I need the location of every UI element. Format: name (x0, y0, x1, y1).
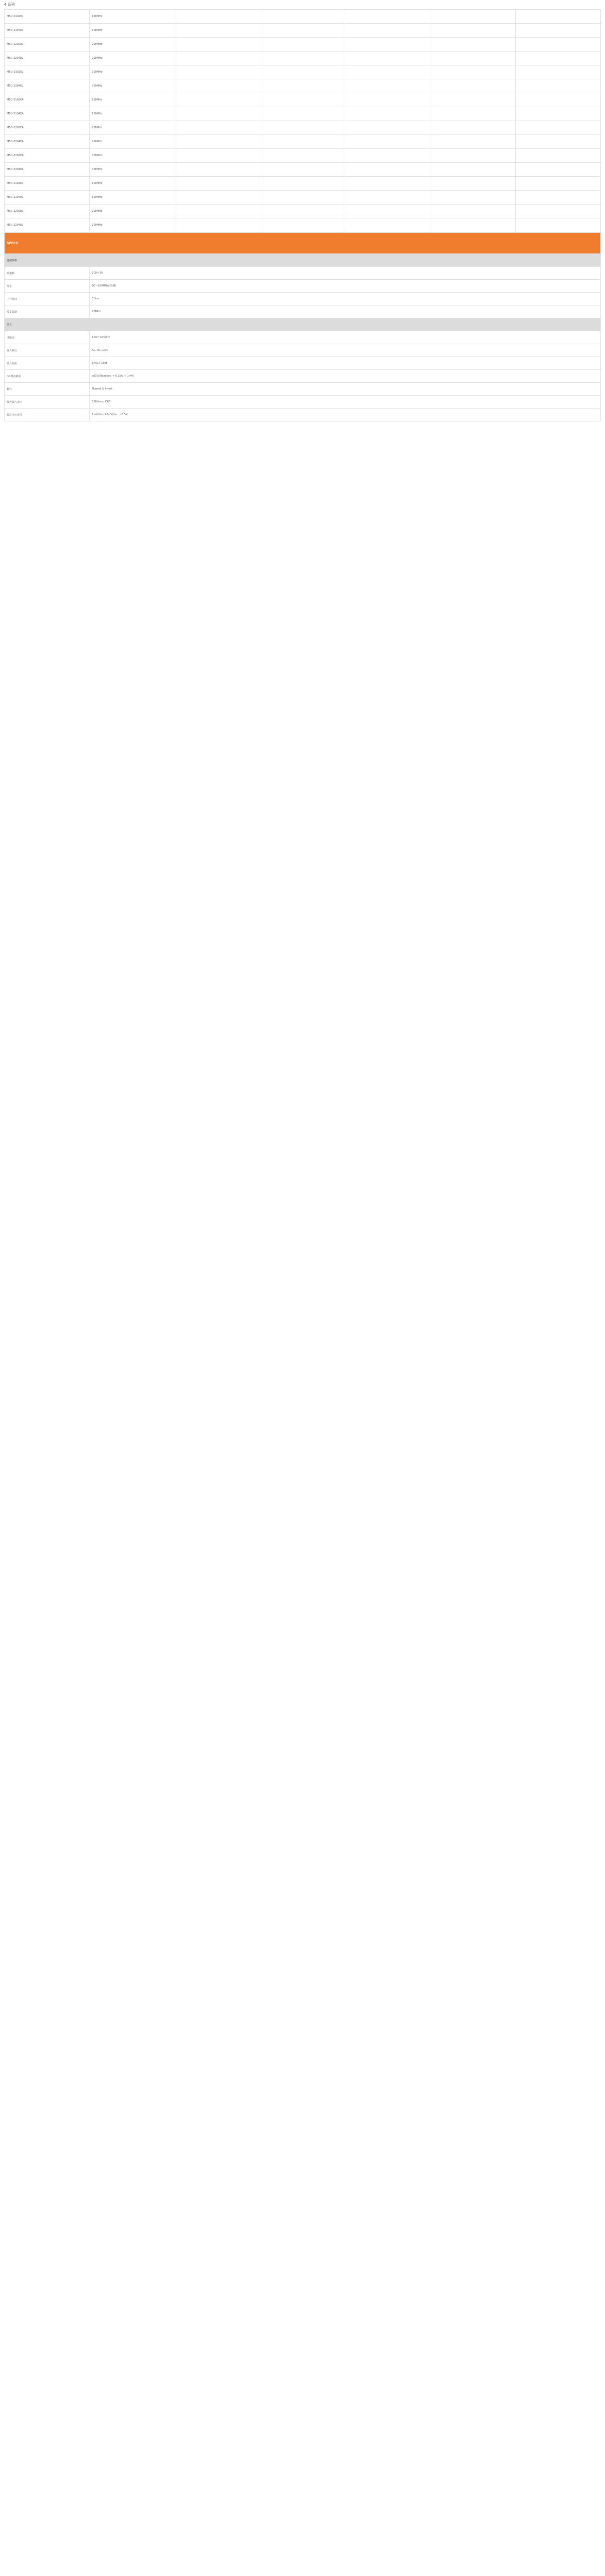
model-cell (175, 65, 260, 79)
model-row (5, 218, 601, 232)
model-cell (175, 177, 260, 191)
model-name: MSO-2202EA (5, 121, 90, 135)
spec-value: DC~100MHz(-3dB) (90, 280, 601, 293)
model-name: MSO-2304EA (5, 163, 90, 177)
model-bandwidth: 200MHz (90, 121, 175, 135)
model-row (5, 149, 601, 163)
model-bandwidth: 200MHz (90, 218, 175, 232)
spec-value: 1mV~10V/div (90, 331, 601, 344)
model-cell (175, 38, 260, 52)
model-row (5, 205, 601, 218)
model-cell (345, 121, 430, 135)
model-bandwidth: 200MHz (90, 38, 175, 52)
spec-row (5, 396, 601, 409)
model-cell (175, 79, 260, 93)
spec-label: 灵敏度 (5, 331, 90, 344)
spec-value: ±(3%|Readout| + 0.1div + 1mV) (90, 370, 601, 383)
model-cell (515, 218, 600, 232)
model-cell (260, 79, 345, 93)
model-cell (260, 93, 345, 107)
model-bandwidth: 100MHz (90, 10, 175, 24)
spec-value: 1MΩ // 16pF (90, 357, 601, 370)
spec-value: 3.5ns (90, 293, 601, 306)
model-name: MSO-2304EL (5, 79, 90, 93)
model-cell (515, 24, 600, 38)
model-cell (260, 218, 345, 232)
model-name: MSO-2204EL (5, 218, 90, 232)
model-cell (430, 163, 515, 177)
model-row (5, 163, 601, 177)
spec-label: 偏移电压范围 (5, 409, 90, 421)
spec-label: 上升时间 (5, 293, 90, 306)
model-cell (430, 149, 515, 163)
model-name: MSO-2302EA (5, 149, 90, 163)
model-bandwidth: 300MHz (90, 79, 175, 93)
model-cell (175, 52, 260, 65)
spec-label: DC增益精度 (5, 370, 90, 383)
model-cell (515, 177, 600, 191)
model-bandwidth: 200MHz (90, 52, 175, 65)
spec-row (5, 383, 601, 396)
model-bandwidth: 100MHz (90, 177, 175, 191)
model-row (5, 177, 601, 191)
model-bandwidth: 300MHz (90, 163, 175, 177)
model-cell (345, 163, 430, 177)
model-row (5, 65, 601, 79)
model-cell (515, 205, 600, 218)
spec-value: 300Vrms, CAT I (90, 396, 601, 409)
model-cell (515, 135, 600, 149)
spec-row (5, 293, 601, 306)
model-cell (515, 52, 600, 65)
spec-row (5, 357, 601, 370)
spec-row (5, 331, 601, 344)
model-row (5, 79, 601, 93)
section-header (5, 318, 601, 331)
model-row (5, 107, 601, 121)
model-cell (430, 218, 515, 232)
model-cell (515, 65, 600, 79)
model-row (5, 52, 601, 65)
model-cell (175, 205, 260, 218)
model-cell (260, 38, 345, 52)
model-cell (515, 93, 600, 107)
model-cell (345, 177, 430, 191)
model-name: MSO-2204EL (5, 52, 90, 65)
spec-header: SPECS (5, 233, 601, 254)
spec-label: 带宽限制 (5, 306, 90, 318)
model-cell (515, 107, 600, 121)
model-cell (345, 65, 430, 79)
model-bandwidth: 300MHz (90, 149, 175, 163)
model-cell (345, 79, 430, 93)
model-cell (345, 107, 430, 121)
model-name: MSO-2104EA (5, 107, 90, 121)
model-bandwidth: 100MHz (90, 93, 175, 107)
model-cell (515, 79, 600, 93)
model-name: MSO-2102EL (5, 10, 90, 24)
model-cell (430, 93, 515, 107)
spec-label: 极性 (5, 383, 90, 396)
spec-page (0, 0, 605, 421)
model-cell (345, 38, 430, 52)
model-cell (260, 52, 345, 65)
model-cell (515, 10, 600, 24)
model-cell (430, 52, 515, 65)
page-title: 4 系列 (4, 3, 15, 7)
model-row (5, 38, 601, 52)
model-cell (515, 163, 600, 177)
spec-value: Normal & Invert (90, 383, 601, 396)
model-cell (175, 93, 260, 107)
model-cell (345, 191, 430, 205)
model-table (4, 9, 601, 232)
model-cell (430, 10, 515, 24)
spec-row (5, 344, 601, 357)
model-cell (515, 38, 600, 52)
model-bandwidth: 200MHz (90, 135, 175, 149)
model-row (5, 135, 601, 149)
model-cell (345, 52, 430, 65)
model-row (5, 24, 601, 38)
model-cell (430, 135, 515, 149)
spec-row (5, 267, 601, 280)
model-cell (430, 24, 515, 38)
model-cell (175, 121, 260, 135)
model-name: MSO-2102EA (5, 93, 90, 107)
model-cell (260, 65, 345, 79)
spec-label: 带宽 (5, 280, 90, 293)
spec-row (5, 370, 601, 383)
spec-table (4, 232, 601, 421)
model-row (5, 10, 601, 24)
spec-label: 频道数 (5, 267, 90, 280)
spec-value: 2CH+16 (90, 267, 601, 280)
model-bandwidth: 100MHz (90, 191, 175, 205)
model-cell (260, 177, 345, 191)
model-cell (175, 218, 260, 232)
model-cell (430, 121, 515, 135)
spec-value: AC, DC, GND (90, 344, 601, 357)
model-cell (515, 149, 600, 163)
model-cell (175, 135, 260, 149)
model-cell (345, 205, 430, 218)
model-cell (260, 24, 345, 38)
spec-label: 最大输入电压 (5, 396, 90, 409)
model-cell (515, 121, 600, 135)
model-bandwidth: 200MHz (90, 205, 175, 218)
spec-row (5, 306, 601, 318)
model-row (5, 121, 601, 135)
model-row (5, 93, 601, 107)
model-cell (175, 149, 260, 163)
model-bandwidth: 100MHz (90, 107, 175, 121)
model-name: MSO-2302EL (5, 65, 90, 79)
section-header (5, 254, 601, 267)
model-cell (260, 205, 345, 218)
model-cell (345, 149, 430, 163)
model-cell (345, 135, 430, 149)
spec-label: 输入阻抗 (5, 357, 90, 370)
model-name: MSO-2204EA (5, 135, 90, 149)
spec-value: 20MHz (90, 306, 601, 318)
model-cell (260, 163, 345, 177)
model-cell (260, 149, 345, 163)
spec-label: 输入耦合 (5, 344, 90, 357)
spec-value: 1mV/div~20mV/div : ±0.5V (90, 409, 601, 421)
model-cell (175, 191, 260, 205)
model-cell (430, 191, 515, 205)
model-name: MSO-2104EL (5, 24, 90, 38)
model-name: MSO-2104EL (5, 191, 90, 205)
model-cell (175, 163, 260, 177)
model-cell (260, 121, 345, 135)
model-cell (430, 177, 515, 191)
model-cell (345, 10, 430, 24)
model-cell (345, 24, 430, 38)
model-cell (175, 24, 260, 38)
model-cell (260, 10, 345, 24)
model-cell (430, 205, 515, 218)
model-name: MSO-2202EL (5, 205, 90, 218)
spec-row (5, 409, 601, 421)
model-cell (260, 135, 345, 149)
model-cell (515, 191, 600, 205)
model-bandwidth: 100MHz (90, 24, 175, 38)
model-cell (175, 10, 260, 24)
model-name: MSO-2102EL (5, 177, 90, 191)
model-cell (430, 65, 515, 79)
model-cell (175, 107, 260, 121)
model-name: MSO-2202EL (5, 38, 90, 52)
model-cell (345, 218, 430, 232)
section-title: 垂直 (5, 318, 601, 331)
model-cell (260, 107, 345, 121)
model-cell (430, 107, 515, 121)
model-cell (430, 38, 515, 52)
model-bandwidth: 300MHz (90, 65, 175, 79)
section-title: 通用规格 (5, 254, 601, 267)
model-cell (345, 93, 430, 107)
model-cell (430, 79, 515, 93)
model-row (5, 191, 601, 205)
spec-row (5, 280, 601, 293)
model-cell (260, 191, 345, 205)
